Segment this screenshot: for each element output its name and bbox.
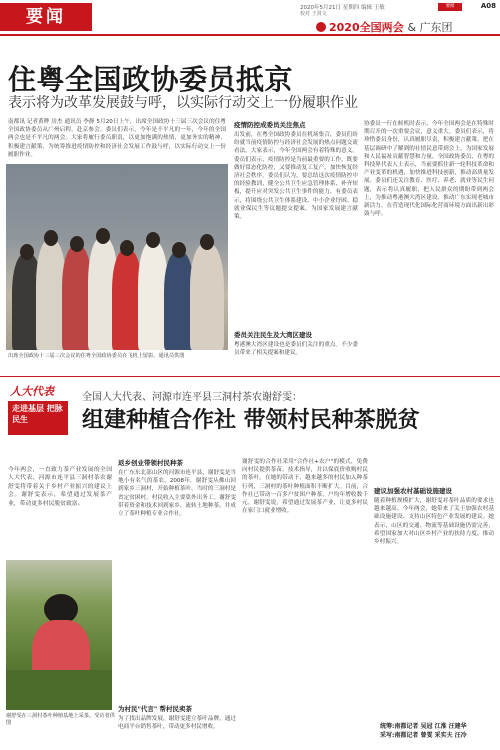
emblem-icon	[316, 22, 326, 32]
brand-banner	[316, 19, 453, 35]
page-number: A08	[480, 2, 496, 10]
date-line: 2020年5月21日 星期四 编辑 王敏	[300, 5, 385, 11]
credits-line-2: 采写:南都记者 曾雯 采实夫 汪冷	[380, 732, 467, 739]
masthead	[0, 0, 500, 36]
credits	[380, 722, 467, 740]
story2-subhead-a: 返乡创业带领村民种茶	[118, 459, 183, 467]
story1-subhead-a: 疫情防控成委员关注焦点	[234, 121, 306, 129]
story1-column-c: 协委员一行在候机时表示，今年全国两会是在特殊时期召开的一次重要会议，意义重大。委员们表示，将珍惜委员身份，认真履职尽责，积极建言献策，把在基层调研中了解到的社情民意带到会上，为国家发展和人民福祉贡献智慧和力量。全国政协委员、在粤的科技界代表人士表示，当前要抓住新一轮科技革命和产业变革的机遇，加快推进科技创新，推动高质量发展。委员们还关注教育、医疗、养老、就业等民生问题，表示将认真履职，把人民群众的期盼带到两会上，为推动粤港澳大湾区建设、推动广东实现老城市新活力、在营造现代化国际化营商环境方面出新出彩鼓与呼。	[364, 121, 494, 218]
column-logo	[8, 383, 72, 445]
brand-title: 2020全国两会	[329, 21, 404, 34]
column-logo-slogan: 走进基层 把脉民生	[8, 401, 68, 435]
story2-photo-caption: 谢舒雯在三洞村茶叶种植基地上采茶。受访者供图	[6, 713, 115, 727]
story1-headline: 住粤全国政协委员抵京	[8, 63, 294, 96]
editor-line: 校对 王贤文	[300, 11, 327, 17]
credits-line-1: 统筹:南都记者 吴冠 江淮 汪建华	[380, 723, 467, 730]
story1-subhead: 表示将为改革发展鼓与呼，以实际行动交上一份履职作业	[8, 95, 358, 111]
story2-column-d: 随着种植规模扩大，谢舒雯对茶叶品质的要求也越来越高。今年两会，她带来了关于加强农村基础设施建设、支持山区特色产业发展的建议。她表示，山区的交通、物流等基础设施仍需完善，希望国家加大对山区乡村产业的扶持力度，推动乡村振兴。	[374, 498, 494, 546]
story2-column-a: 在广东东北部山区的河源市连平县，谢舒雯是当地小有名气的茶农。2008年，谢舒雯从佛山回到家乡三洞村，开始种植茶叶。当时的三洞村是省定贫困村，村民收入主要靠外出务工。谢舒雯带着资金和技术回到家乡，流转土地种茶，并成立了茶叶种植专业合作社。	[118, 470, 236, 518]
masthead-rule	[0, 34, 500, 36]
story2-column-b: 为了找出品牌发展，谢舒雯建立茶叶品牌，通过电商平台销售茶叶，带动更多村民增收。	[118, 716, 236, 731]
story1-subhead-b: 委员关注民生及大湾区建设	[234, 331, 312, 339]
section-divider	[0, 376, 500, 377]
section-tag: 要闻	[0, 3, 92, 31]
story2-subhead-b: 为村民"代言" 帮村民卖茶	[118, 705, 193, 713]
story2-lead: 今年两会，一直致力茶产业发展的全国人大代表、河源市连平县三洞村茶农谢舒雯将带着关于乡村产业振兴的建议上会。谢舒雯表示，希望通过发展茶产业，带动更多村民脱贫致富。	[8, 467, 112, 507]
column-logo-title: 人大代表	[10, 385, 54, 398]
story2-headline: 组建种植合作社 带领村民种茶脱贫	[82, 408, 420, 433]
story1-photo	[6, 164, 228, 350]
story2-column-c: 谢舒雯的合作社采用"合作社+农户"的模式，免费向村民提供茶苗、技术指导，并以保底价收购村民的茶叶。在她的带动下，越来越多的村民加入种茶行列，三洞村的茶叶种植面积不断扩大。目前，合作社已带动一百多户贫困户种茶，户均年增收数千元。谢舒雯说，希望通过发展茶产业，让更多村民在家门口就业增收。	[242, 459, 368, 515]
story2-photo	[6, 560, 112, 710]
story2-subhead-c: 建议加强农村基础设施建设	[374, 487, 452, 495]
story1-column-a: 出发前，在粤全国政协委员在机场集合，委员们纷纷就当前疫情防控与经济社会发展的热点问题交流看法。大家表示，今年全国两会有着特殊的意义。委员们表示，疫情防控是当前最重要的工作，既要做好常态化防控，又要推动复工复产，加快恢复经济社会秩序。委员们认为，要总结这次疫情防控中的经验教训，健全公共卫生应急管理体系，补齐短板，提升应对突发公共卫生事件的能力。有委员表示，将围绕公共卫生体系建设、中小企业纾困、稳就业保民生等议题提交提案，为国家发展建言献策。	[234, 132, 358, 221]
section-badge: 要闻	[438, 3, 462, 11]
story1-lead: 南都讯 记者黄晔 房杰 通讯员 李静 5月20日上午，出席全国政协十三届三次会议的住粤全国政协委员从广州启程，赴京参会。委员们表示，今年是不平凡的一年，今年的全国两会也是不平凡的两会。大家将履行委员职责，以更加饱满的热情，更加务实的精神，积极建言献策，为统筹推进疫情防控和经济社会发展工作鼓与呼，以实际行动交上一份履职作业。	[8, 119, 226, 158]
story1-column-b: 粤港澳大湾区建设也是委员们关注的重点。不少委员带来了相关提案和建议。	[234, 342, 358, 357]
story2-kicker: 全国人大代表、河源市连平县三洞村茶农谢舒雯：	[82, 392, 302, 403]
story1-photo-caption: 出席全国政协十三届三次会议的住粤全国政协委员在飞机上留影。通讯员供图	[8, 353, 185, 359]
brand-suffix: & 广东团	[407, 21, 453, 34]
